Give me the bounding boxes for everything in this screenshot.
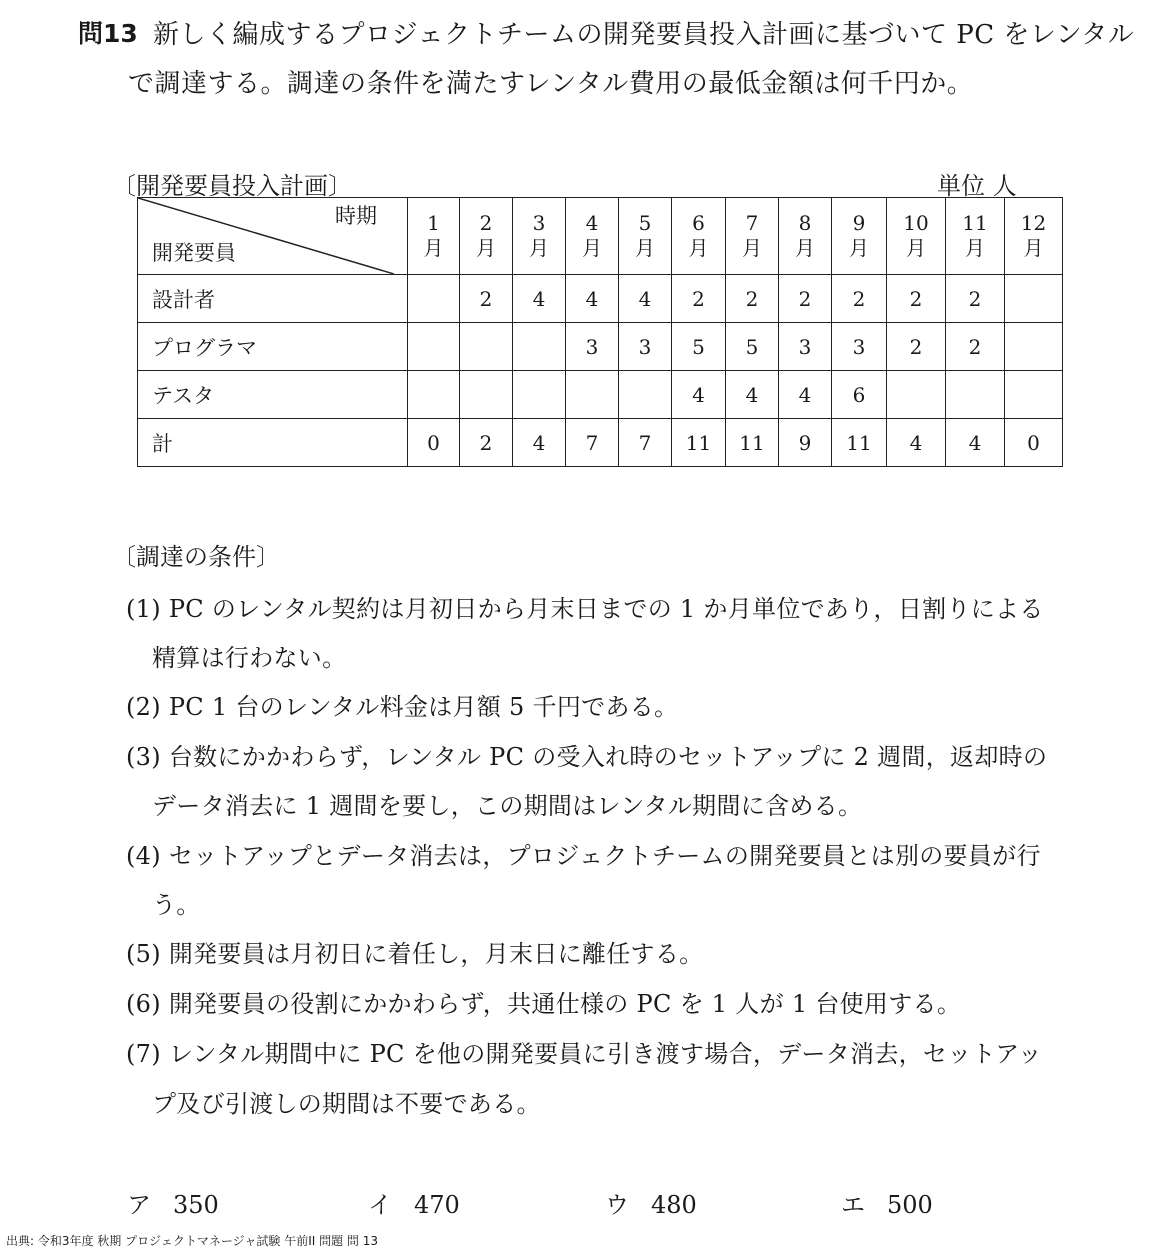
- month-header: 6 月: [672, 198, 726, 275]
- month-header: 12 月: [1005, 198, 1063, 275]
- month-header: 2 月: [460, 198, 513, 275]
- plan-title: 〔開発要員投入計画〕: [112, 172, 352, 200]
- table-cell: [1005, 323, 1063, 371]
- table-cell: 4: [726, 371, 779, 419]
- source-footer: 出典: 令和3年度 秋期 プロジェクトマネージャ試験 午前II 問題 問 13: [6, 1234, 379, 1248]
- month-header: 8 月: [779, 198, 832, 275]
- question-text-line-1: 新しく編成するプロジェクトチームの開発要員投入計画に基づいて PC をレンタル: [153, 20, 1135, 50]
- table-cell: 5: [672, 323, 726, 371]
- table-cell: [619, 371, 672, 419]
- row-label: 設計者: [138, 275, 408, 323]
- month-header: 7 月: [726, 198, 779, 275]
- condition-5: (5) 開発要員は月初日に着任し，月末日に離任する。: [126, 940, 704, 968]
- condition-3-line-1: (3) 台数にかかわらず，レンタル PC の受入れ時のセットアップに 2 週間，返却時の: [126, 743, 1048, 771]
- conditions-title: 〔調達の条件〕: [112, 543, 280, 571]
- month-header: 9 月: [832, 198, 887, 275]
- condition-1-line-1: (1) PC のレンタル契約は月初日から月末日までの 1 か月単位であり，日割りによる: [126, 595, 1044, 623]
- corner-staff-label: 開発要員: [152, 241, 236, 265]
- table-row-programmer: [138, 323, 1063, 371]
- condition-1-line-2: 精算は行わない。: [152, 644, 347, 672]
- month-header: 1 月: [408, 198, 460, 275]
- table-cell: [513, 371, 566, 419]
- table-cell: [887, 371, 946, 419]
- row-label: プログラマ: [138, 323, 408, 371]
- table-cell: 0: [1005, 419, 1063, 467]
- month-header: 5 月: [619, 198, 672, 275]
- table-cell: 2: [779, 275, 832, 323]
- question-text-line-2: で調達する。調達の条件を満たすレンタル費用の最低金額は何千円か。: [128, 69, 974, 99]
- choice-b[interactable]: イ 470: [368, 1191, 460, 1219]
- table-cell: 11: [832, 419, 887, 467]
- table-cell: 4: [619, 275, 672, 323]
- table-cell: 2: [946, 323, 1005, 371]
- table-cell: 4: [887, 419, 946, 467]
- table-cell: 4: [779, 371, 832, 419]
- condition-4-line-1: (4) セットアップとデータ消去は，プロジェクトチームの開発要員とは別の要員が行: [126, 842, 1041, 870]
- condition-7-line-1: (7) レンタル期間中に PC を他の開発要員に引き渡す場合，データ消去，セットアッ: [126, 1040, 1043, 1068]
- row-label: 計: [138, 419, 408, 467]
- condition-3-line-2: データ消去に 1 週間を要し，この期間はレンタル期間に含める。: [152, 792, 863, 820]
- table-cell: [566, 371, 619, 419]
- table-cell: 5: [726, 323, 779, 371]
- table-cell: 3: [779, 323, 832, 371]
- table-cell: 9: [779, 419, 832, 467]
- table-cell: [460, 371, 513, 419]
- table-cell: 2: [832, 275, 887, 323]
- table-cell: 2: [946, 275, 1005, 323]
- month-header: 4 月: [566, 198, 619, 275]
- table-cell: [1005, 371, 1063, 419]
- condition-6: (6) 開発要員の役割にかかわらず，共通仕様の PC を 1 人が 1 台使用する。: [126, 990, 962, 1018]
- table-cell: 2: [672, 275, 726, 323]
- table-cell: 7: [619, 419, 672, 467]
- month-header: 11 月: [946, 198, 1005, 275]
- month-header: 10 月: [887, 198, 946, 275]
- table-cell: 4: [566, 275, 619, 323]
- table-row-tester: [138, 371, 1063, 419]
- table-cell: 0: [408, 419, 460, 467]
- table-cell: 4: [672, 371, 726, 419]
- condition-4-line-2: う。: [152, 891, 201, 919]
- table-cell: 2: [460, 275, 513, 323]
- table-cell: [946, 371, 1005, 419]
- table-row-designer: [138, 275, 1063, 323]
- table-cell: [460, 323, 513, 371]
- table-cell: 7: [566, 419, 619, 467]
- table-cell: [408, 323, 460, 371]
- table-cell: 11: [672, 419, 726, 467]
- unit-label: 単位 人: [937, 172, 1017, 200]
- table-cell: 6: [832, 371, 887, 419]
- table-cell: 3: [619, 323, 672, 371]
- choice-c[interactable]: ウ 480: [605, 1191, 697, 1219]
- table-cell: 3: [832, 323, 887, 371]
- table-cell: 2: [887, 275, 946, 323]
- table-cell: 4: [946, 419, 1005, 467]
- table-cell: [408, 371, 460, 419]
- question-number: 問13: [78, 19, 138, 48]
- choice-d[interactable]: エ 500: [841, 1191, 933, 1219]
- table-cell: 2: [887, 323, 946, 371]
- table-row-total: [138, 419, 1063, 467]
- corner-period-label: 時期: [335, 204, 377, 228]
- table-cell: 4: [513, 419, 566, 467]
- table-cell: [513, 323, 566, 371]
- table-header-row: [138, 198, 1063, 275]
- condition-2: (2) PC 1 台のレンタル料金は月額 5 千円である。: [126, 693, 679, 721]
- table-cell: 2: [726, 275, 779, 323]
- table-cell: [408, 275, 460, 323]
- corner-cell: [138, 198, 408, 275]
- condition-7-line-2: プ及び引渡しの期間は不要である。: [152, 1090, 541, 1118]
- table-cell: [1005, 275, 1063, 323]
- table-cell: 4: [513, 275, 566, 323]
- month-header: 3 月: [513, 198, 566, 275]
- choice-a[interactable]: ア 350: [127, 1191, 219, 1219]
- table-cell: 3: [566, 323, 619, 371]
- staffing-plan-table: [137, 197, 1063, 467]
- table-cell: 11: [726, 419, 779, 467]
- table-cell: 2: [460, 419, 513, 467]
- row-label: テスタ: [138, 371, 408, 419]
